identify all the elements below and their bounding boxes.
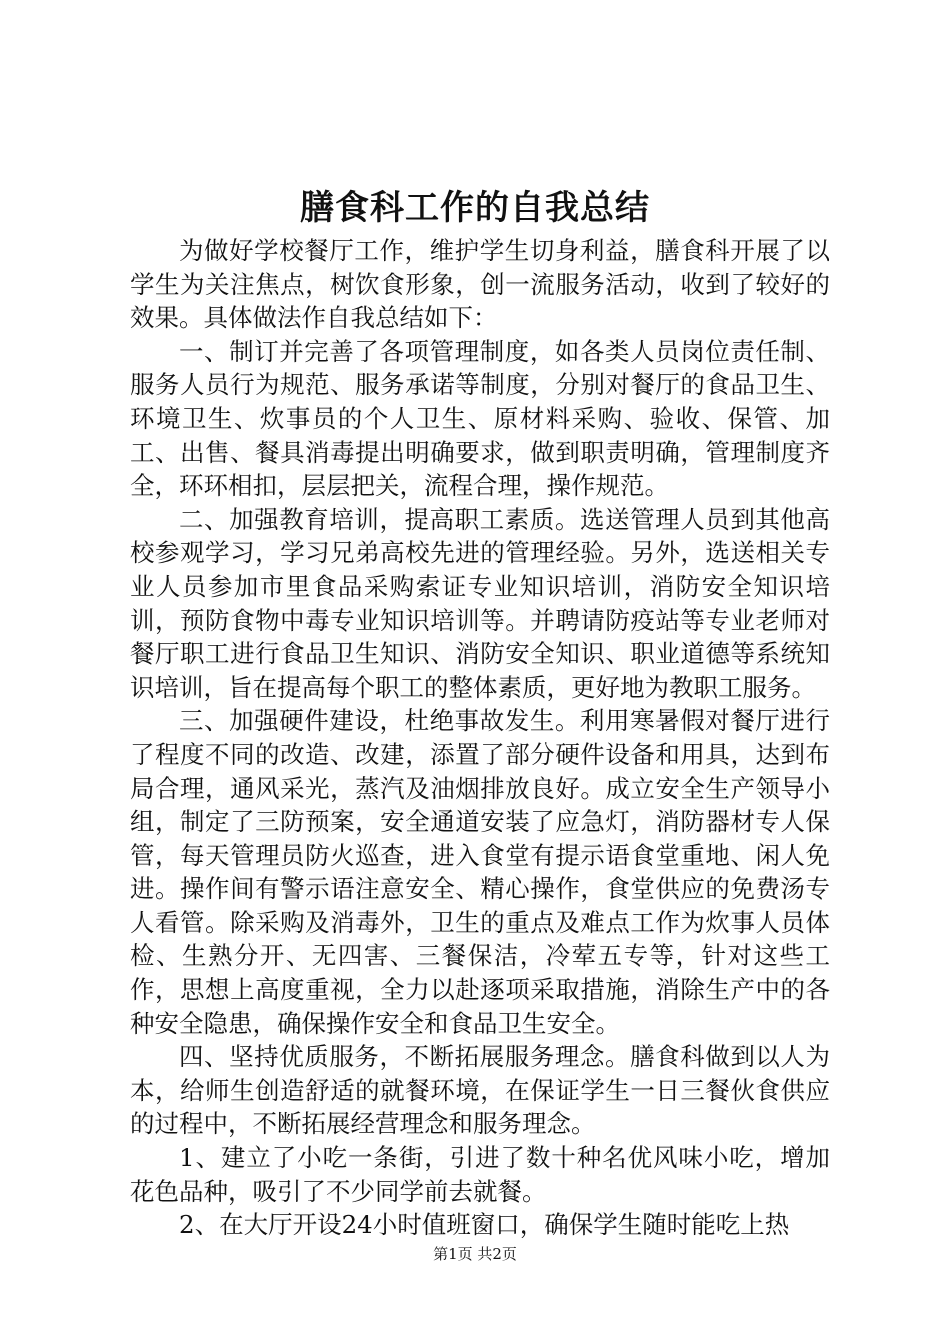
paragraph-section-2: 二、加强教育培训，提高职工素质。选送管理人员到其他高校参观学习，学习兄弟高校先进的管理经验。另外，选送相关专业人员参加市里食品采购索证专业知识培训，消防安全知识培训，预防食物中毒专业知识培训等。并聘请防疫站等专业老师对餐厅职工进行食品卫生知识、消防安全知识、职业道德等系统知识培训，旨在提高每个职工的整体素质，更好地为教职工服务。 (130, 504, 830, 702)
paragraph-section-3: 三、加强硬件建设，杜绝事故发生。利用寒暑假对餐厅进行了程度不同的改造、改建，添置了部分硬件设备和用具，达到布局合理，通风采光，蒸汽及油烟排放良好。成立安全生产领导小组，制定了三防预案，安全通道安装了应急灯，消防器材专人保管，每天管理员防火巡查，进入食堂有提示语食堂重地、闲人免进。操作间有警示语注意安全、精心操作，食堂供应的免费汤专人看管。除采购及消毒外，卫生的重点及难点工作为炊事人员体检、生熟分开、无四害、三餐保洁，冷荤五专等，针对这些工作，思想上高度重视，全力以赴逐项采取措施，消除生产中的各种安全隐患，确保操作安全和食品卫生安全。 (130, 706, 830, 1038)
document-body (130, 234, 830, 1242)
paragraph-item-2: 2、在大厅开设24小时值班窗口，确保学生随时能吃上热 (179, 1210, 790, 1240)
intro-paragraph: 为做好学校餐厅工作，维护学生切身利益，膳食科开展了以学生为关注焦点，树饮食形象，创一流服务活动，收到了较好的效果。具体做法作自我总结如下： (130, 236, 830, 333)
document-title: 膳食科工作的自我总结 (300, 188, 650, 228)
page-number-footer: 第1页 共2页 (433, 1245, 517, 1263)
paragraph-section-1: 一、制订并完善了各项管理制度，如各类人员岗位责任制、服务人员行为规范、服务承诺等制度，分别对餐厅的食品卫生、环境卫生、炊事员的个人卫生、原材料采购、验收、保管、加工、出售、餐具消毒提出明确要求，做到职责明确，管理制度齐全，环环相扣，层层把关，流程合理，操作规范。 (130, 336, 830, 501)
paragraph-section-4: 四、坚持优质服务，不断拓展服务理念。膳食科做到以人为本，给师生创造舒适的就餐环境，在保证学生一日三餐伙食供应的过程中，不断拓展经营理念和服务理念。 (130, 1042, 830, 1139)
paragraph-item-1: 1、建立了小吃一条街，引进了数十种名优风味小吃，增加花色品种，吸引了不少同学前去就餐。 (130, 1143, 830, 1206)
